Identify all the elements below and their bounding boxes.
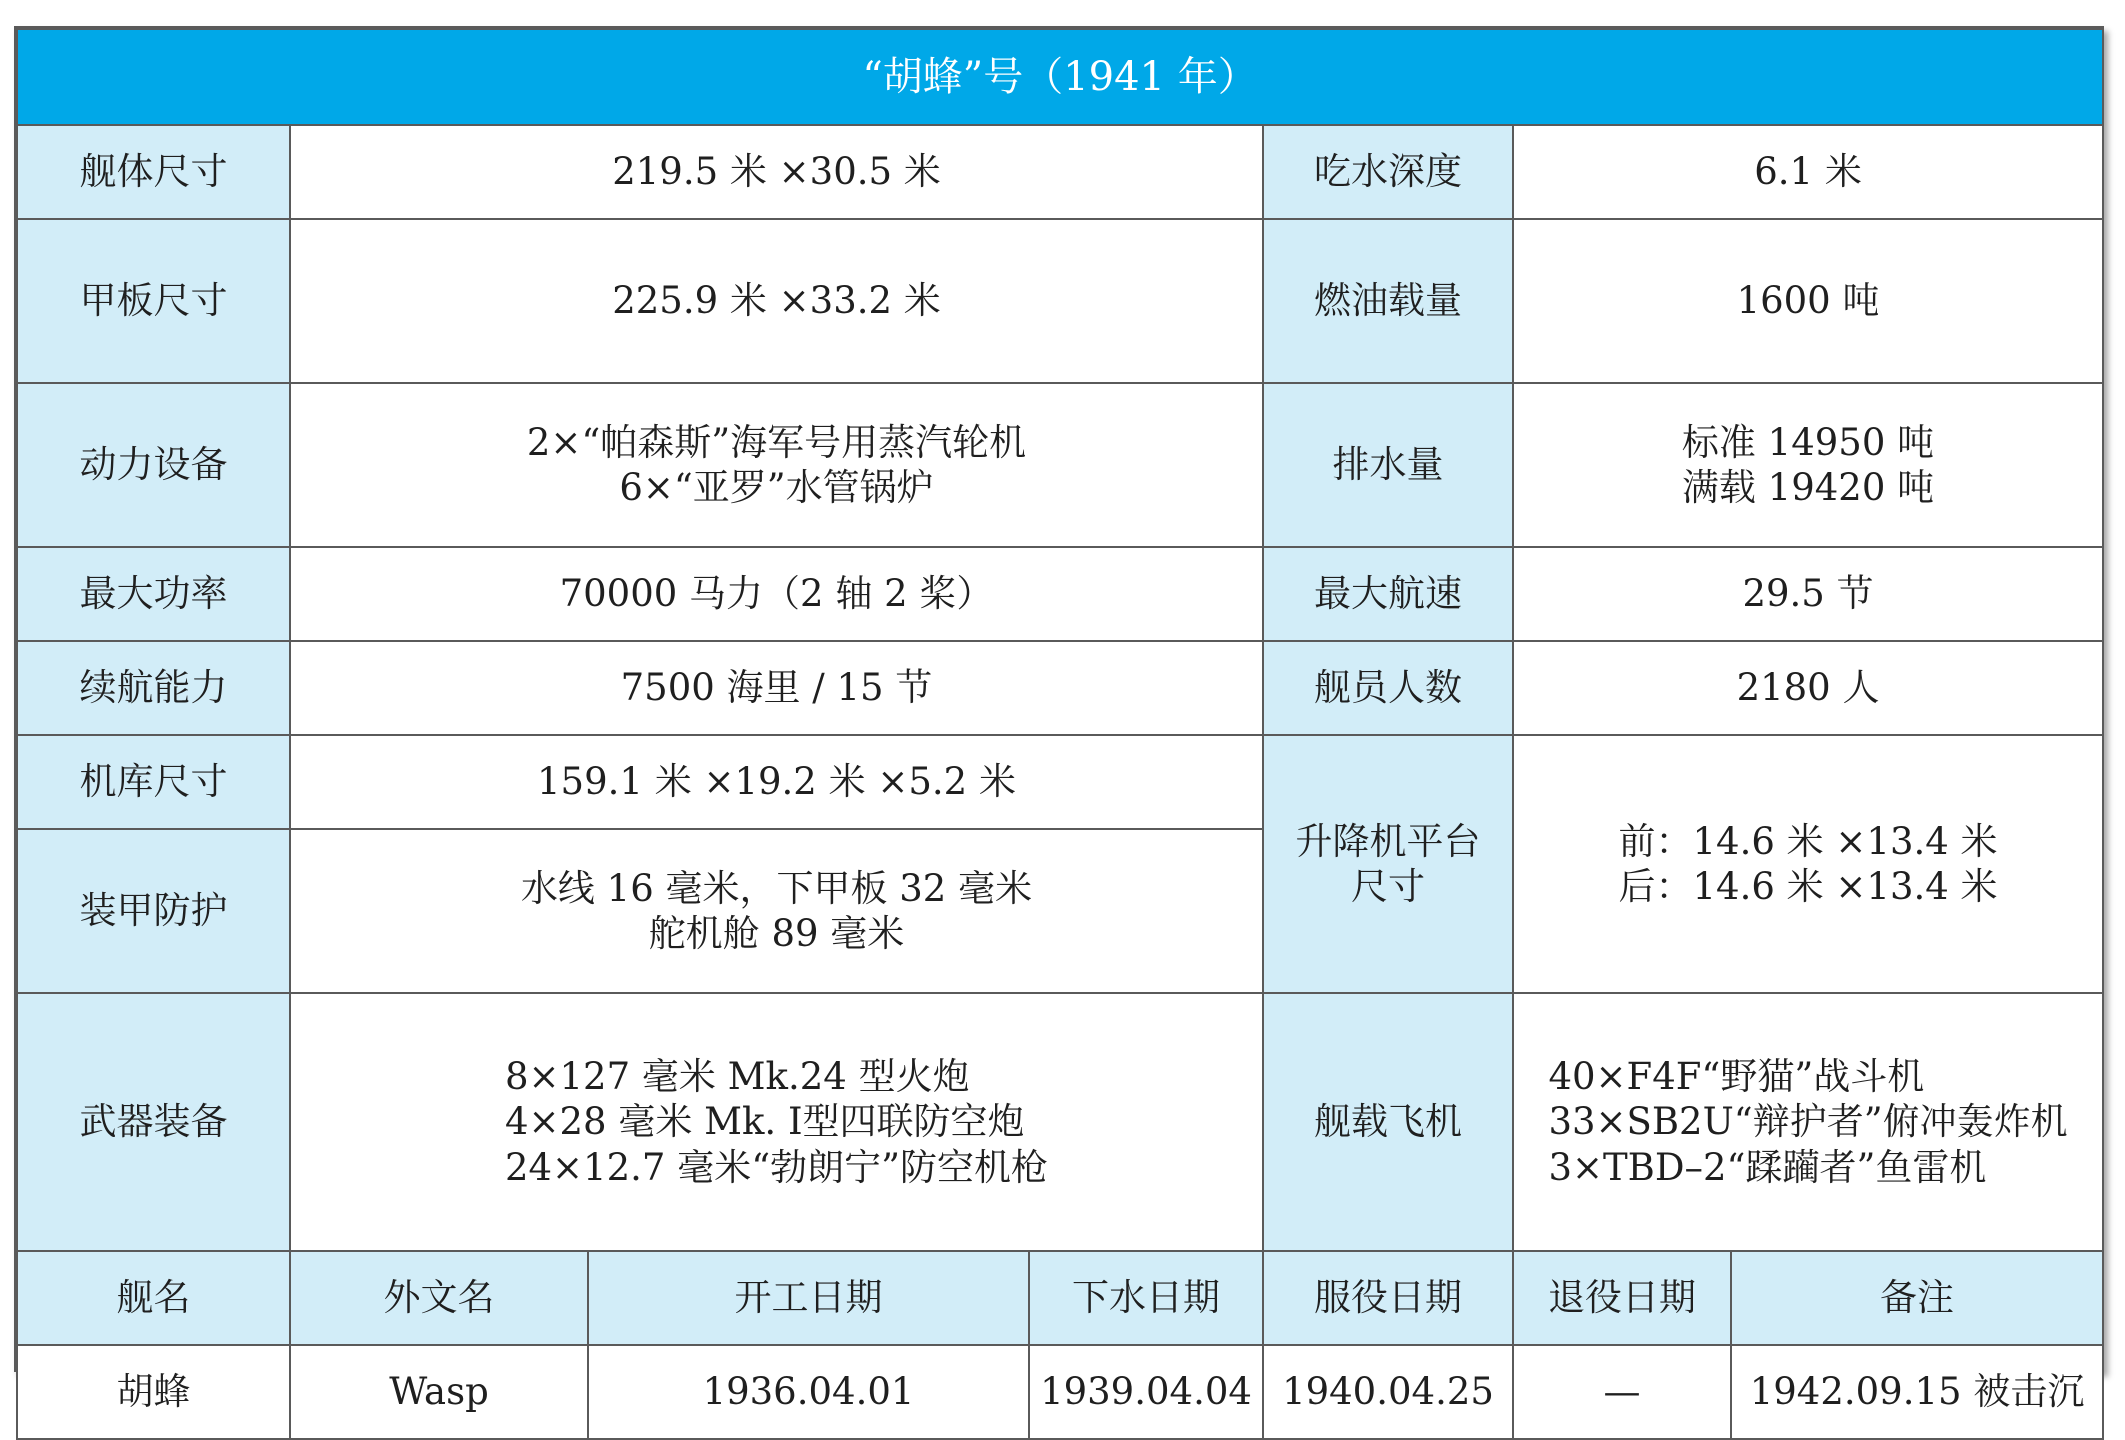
history-header-row [17,1251,2103,1345]
weapons-line-2: 4×28 毫米 Mk. Ⅰ型四联防空炮 [504,1100,1025,1144]
table-title: “胡蜂”号（1941 年） [17,29,2103,125]
aircraft-line-1: 40×F4F“野猫”战斗机 [1548,1055,1925,1099]
ship-spec-table [16,28,2104,1440]
header-decommissioned: 退役日期 [1513,1251,1731,1345]
table-row [17,125,2103,219]
header-commissioned: 服役日期 [1263,1251,1513,1345]
power-plant-value [290,383,1263,547]
range-label: 续航能力 [17,641,290,735]
weapons-value [290,993,1263,1251]
armor-line-2: 舵机舱 89 毫米 [648,912,905,955]
table-row [17,547,2103,641]
table-row [17,735,2103,829]
displacement-line-1: 标准 14950 吨 [1681,420,1935,464]
hull-size-label: 舰体尺寸 [17,125,290,219]
foreign-name-cell: Wasp [290,1345,588,1439]
header-launched: 下水日期 [1029,1251,1263,1345]
draft-label: 吃水深度 [1263,125,1513,219]
elevator-size-value [1513,735,2103,993]
power-plant-label: 动力设备 [17,383,290,547]
elevator-size-label [1263,735,1513,993]
max-speed-label: 最大航速 [1263,547,1513,641]
aircraft-line-3: 3×TBD–2“蹂躏者”鱼雷机 [1548,1145,1987,1189]
table-row [17,993,2103,1251]
max-power-label: 最大功率 [17,547,290,641]
fuel-value: 1600 吨 [1513,219,2103,383]
ship-spec-table-frame [14,26,2104,1414]
aircraft-label: 舰载飞机 [1263,993,1513,1251]
aircraft-list [1548,1054,2067,1189]
deck-size-value: 225.9 米 ×33.2 米 [290,219,1263,383]
decommissioned-cell: — [1513,1345,1731,1439]
draft-value: 6.1 米 [1513,125,2103,219]
hangar-size-label: 机库尺寸 [17,735,290,829]
history-data-row [17,1345,2103,1439]
aircraft-line-2: 33×SB2U“辩护者”俯冲轰炸机 [1548,1100,2068,1144]
table-row [17,383,2103,547]
hull-size-value: 219.5 米 ×30.5 米 [290,125,1263,219]
aircraft-value [1513,993,2103,1251]
armor-value [290,829,1263,993]
elevator-label-line-1: 升降机平台 [1295,819,1481,863]
header-laid-down: 开工日期 [588,1251,1029,1345]
ship-name-cell: 胡蜂 [17,1345,290,1439]
displacement-line-2: 满载 19420 吨 [1681,466,1935,509]
armor-label: 装甲防护 [17,829,290,993]
displacement-value [1513,383,2103,547]
weapons-label: 武器装备 [17,993,290,1251]
fuel-label: 燃油载量 [1263,219,1513,383]
power-plant-line-2: 6×“亚罗”水管锅炉 [619,466,934,509]
armor-line-1: 水线 16 毫米，下甲板 32 毫米 [520,866,1033,910]
commissioned-cell: 1940.04.25 [1263,1345,1513,1439]
deck-size-label: 甲板尺寸 [17,219,290,383]
header-ship-name: 舰名 [17,1251,290,1345]
elevator-line-2: 后：14.6 米 ×13.4 米 [1618,865,1998,908]
header-foreign-name: 外文名 [290,1251,588,1345]
laid-down-cell: 1936.04.01 [588,1345,1029,1439]
table-row [17,219,2103,383]
crew-label: 舰员人数 [1263,641,1513,735]
launched-cell: 1939.04.04 [1029,1345,1263,1439]
hangar-size-value: 159.1 米 ×19.2 米 ×5.2 米 [290,735,1263,829]
weapons-list [505,1054,1048,1189]
range-value: 7500 海里 / 15 节 [290,641,1263,735]
elevator-line-1: 前：14.6 米 ×13.4 米 [1618,819,1998,863]
power-plant-line-1: 2×“帕森斯”海军号用蒸汽轮机 [526,420,1027,464]
elevator-label-line-2: 尺寸 [1351,865,1425,908]
header-notes: 备注 [1731,1251,2103,1345]
max-power-value: 70000 马力（2 轴 2 桨） [290,547,1263,641]
table-row [17,641,2103,735]
notes-cell: 1942.09.15 被击沉 [1731,1345,2103,1439]
displacement-label: 排水量 [1263,383,1513,547]
weapons-line-1: 8×127 毫米 Mk.24 型火炮 [504,1055,970,1099]
max-speed-value: 29.5 节 [1513,547,2103,641]
weapons-line-3: 24×12.7 毫米“勃朗宁”防空机枪 [504,1145,1049,1189]
crew-value: 2180 人 [1513,641,2103,735]
